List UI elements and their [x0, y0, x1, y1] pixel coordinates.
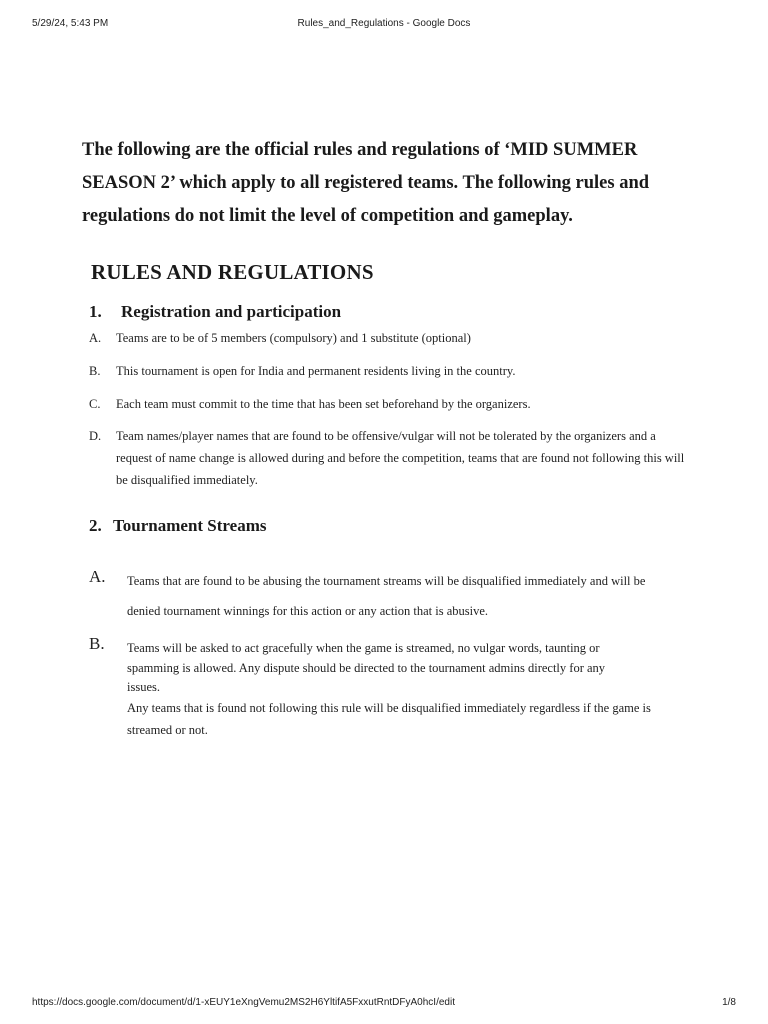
section-heading-streams — [89, 516, 266, 536]
item-line: denied tournament winnings for this action or any action that is abusive. — [127, 604, 489, 618]
item-marker: B. — [89, 634, 105, 653]
print-page-number: 1/8 — [722, 997, 736, 1008]
item-marker: A. — [89, 331, 102, 345]
item-line: Any teams that is found not following this rule will be disqualified immediately regardless if the game is — [127, 701, 651, 715]
item-text — [127, 637, 687, 741]
item-marker: C. — [89, 397, 101, 411]
section-heading-registration — [89, 302, 341, 322]
print-doc-title: Rules_and_Regulations - Google Docs — [297, 18, 471, 29]
print-header — [32, 18, 736, 32]
item-text — [127, 566, 687, 626]
item-line: issues. — [127, 680, 160, 694]
item-marker: A. — [89, 567, 106, 586]
print-datetime: 5/29/24, 5:43 PM — [32, 18, 109, 29]
intro-paragraph: The following are the official rules and regulations of ‘MID SUMMER SEASON 2’ which apply to all registered teams. The following rules and regulations do not limit the level of competition and gameplay. — [82, 140, 650, 226]
item-text: Teams are to be of 5 members (compulsory) and 1 substitute (optional) — [116, 331, 471, 345]
item-line: streamed or not. — [127, 723, 208, 737]
print-url: https://docs.google.com/document/d/1-xEUY1eXngVemu2MS2H6YltifA5FxxutRntDFyA0hcI/edit — [32, 997, 455, 1008]
item-line: Teams that are found to be abusing the tournament streams will be disqualified immediately and will be — [127, 574, 646, 588]
item-line: spamming is allowed. Any dispute should be directed to the tournament admins directly for any — [127, 661, 606, 675]
item-text: Each team must commit to the time that has been set beforehand by the organizers. — [116, 397, 531, 411]
main-heading: RULES AND REGULATIONS — [91, 260, 374, 284]
item-marker: D. — [89, 429, 102, 443]
section-number: 2. — [89, 516, 102, 535]
item-text: This tournament is open for India and permanent residents living in the country. — [116, 364, 516, 378]
print-footer — [32, 997, 736, 1011]
section-title: Registration and participation — [121, 302, 342, 321]
item-text: Team names/player names that are found to be offensive/vulgar will not be tolerated by the organizers and a request of name change is allowed during and before the competition, teams that are found not following this will be disqualified immediately. — [116, 429, 685, 487]
section-number: 1. — [89, 302, 102, 321]
item-line: Teams will be asked to act gracefully when the game is streamed, no vulgar words, taunting or — [127, 641, 600, 655]
item-marker: B. — [89, 364, 101, 378]
section-title: Tournament Streams — [113, 516, 267, 535]
